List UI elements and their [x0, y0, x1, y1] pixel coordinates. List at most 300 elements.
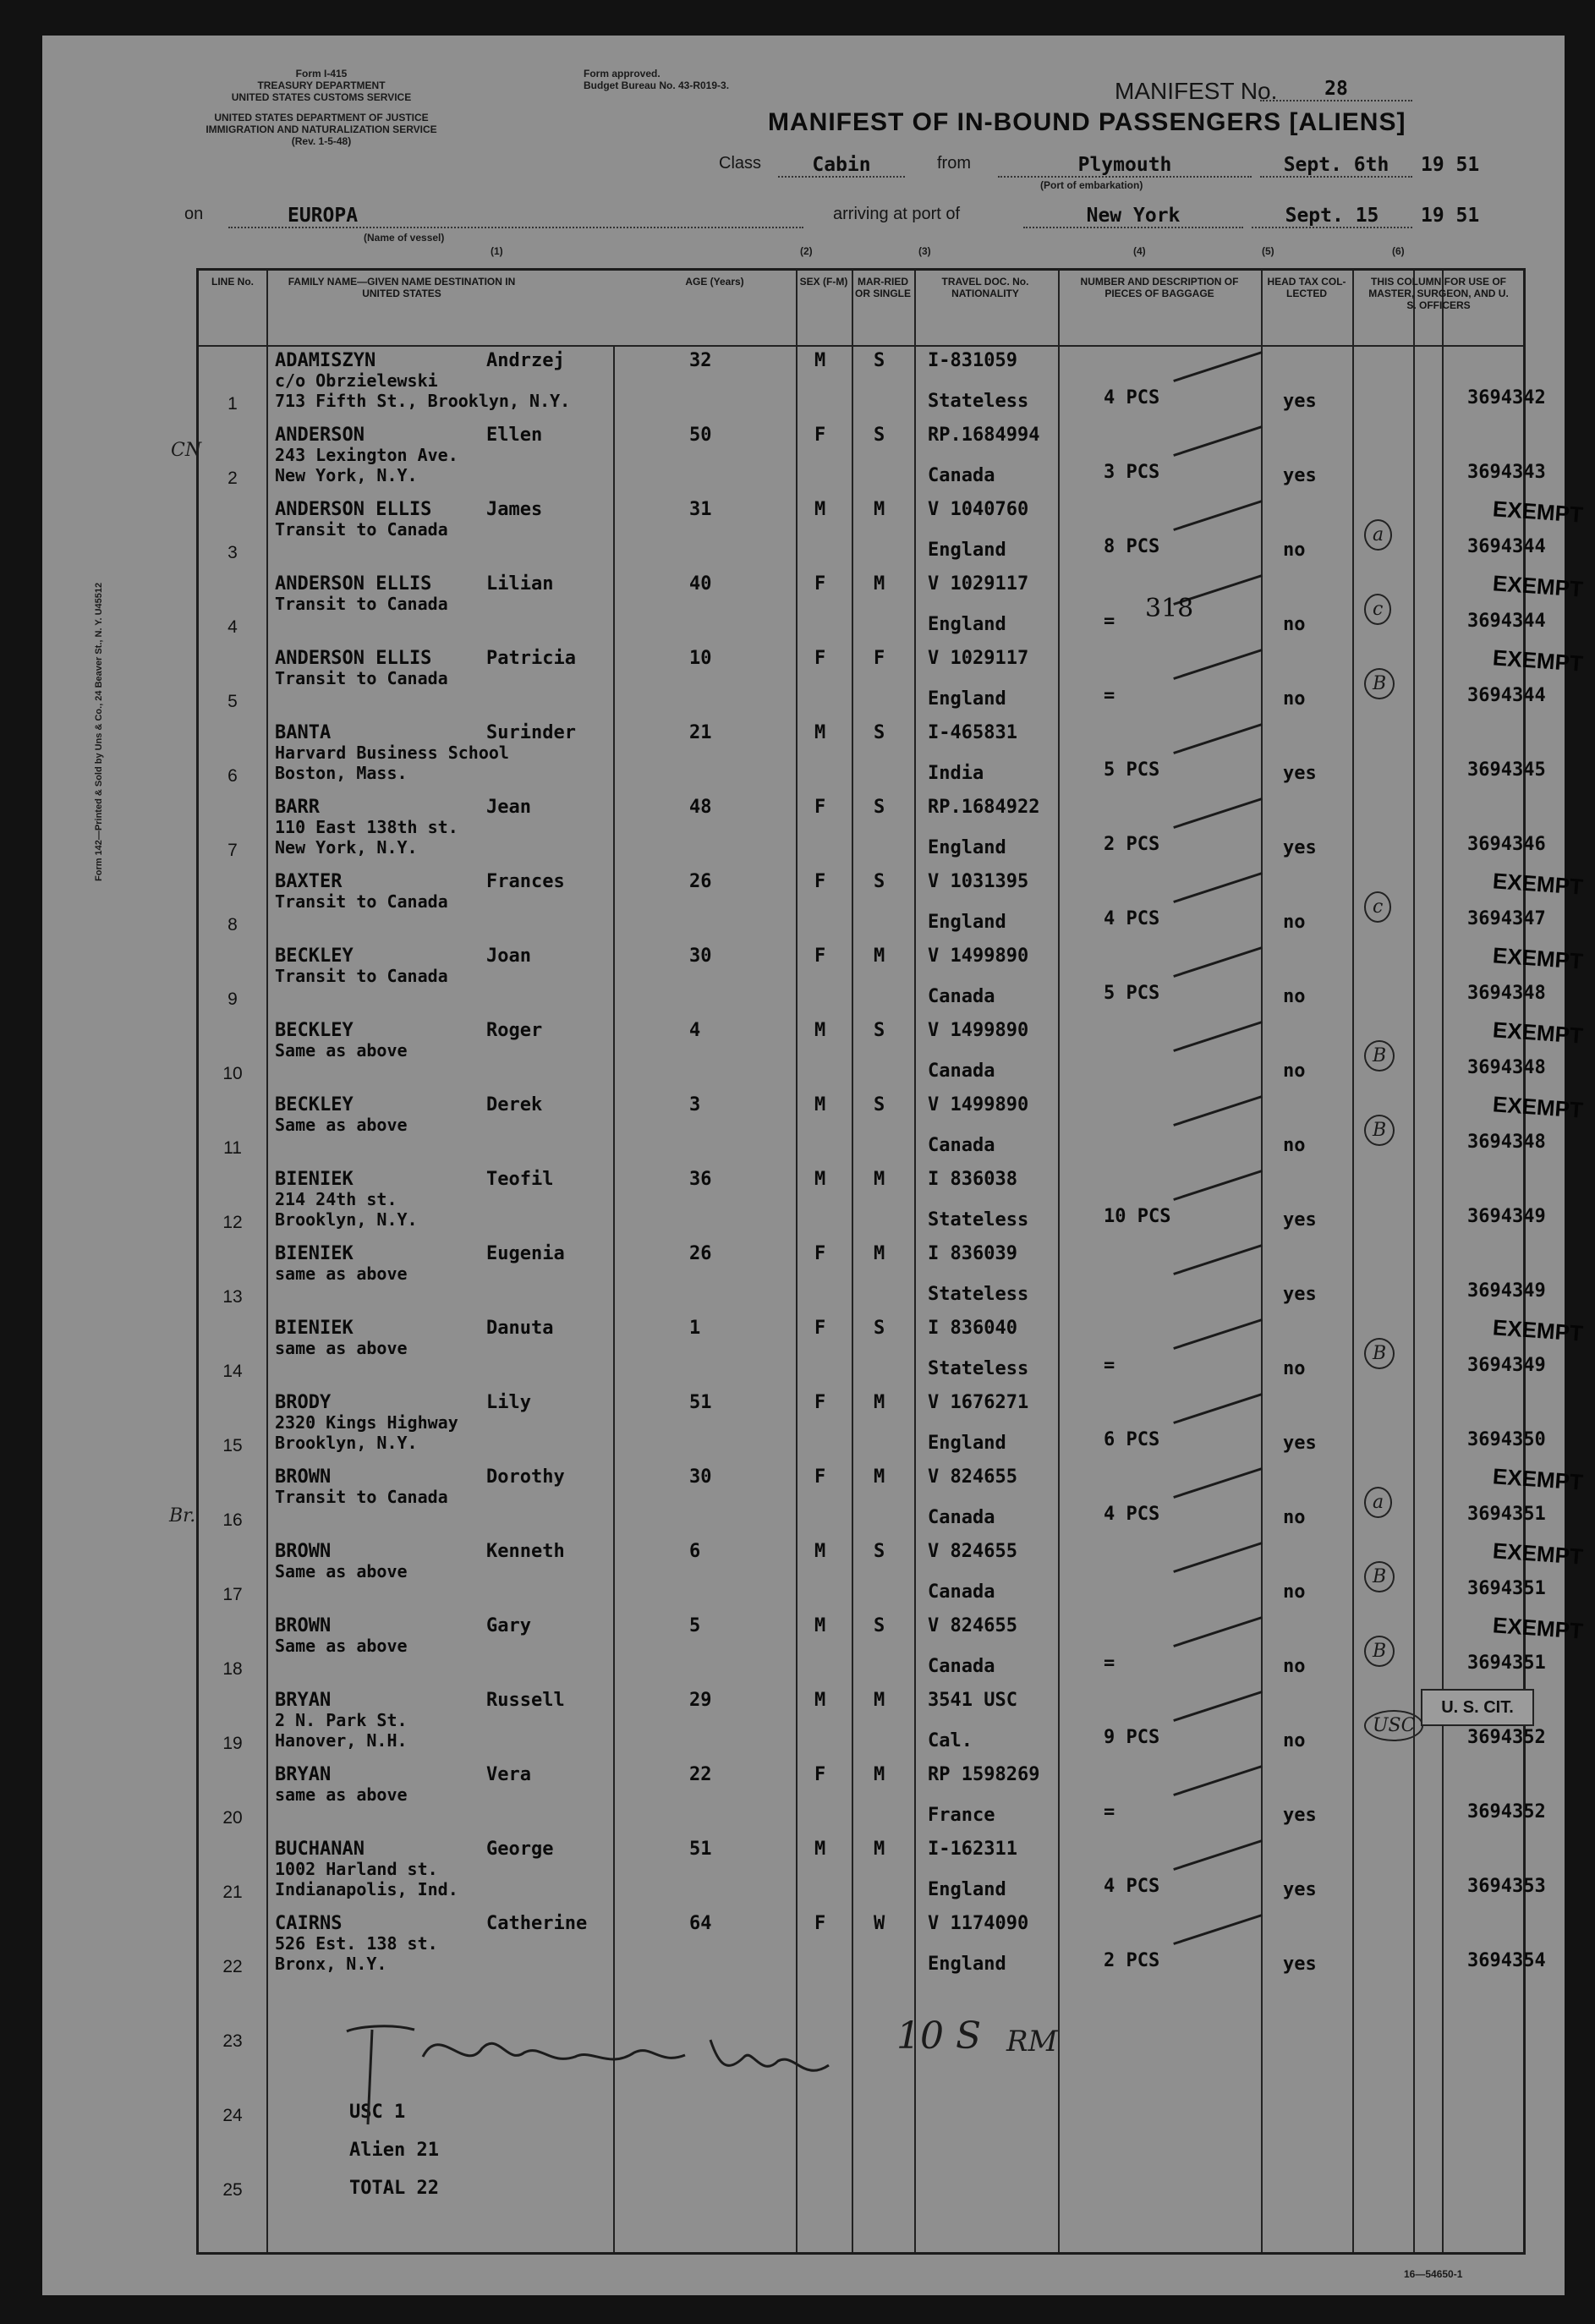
- marital-status: M: [874, 1690, 885, 1711]
- sex: M: [814, 1541, 826, 1562]
- passenger-table: [196, 268, 1584, 2255]
- officer-number: 3694347: [1467, 908, 1546, 929]
- col-num-2: (2): [800, 245, 813, 257]
- marital-status: S: [874, 871, 885, 892]
- given-name: Andrzej: [486, 350, 565, 371]
- marital-status: W: [874, 1913, 885, 1934]
- marital-status: S: [874, 1541, 885, 1562]
- destination-line-1: same as above: [275, 1263, 408, 1284]
- age: 29: [689, 1690, 712, 1711]
- travel-doc: V 1029117: [928, 573, 1029, 595]
- header-line: LINE No.: [211, 276, 254, 288]
- destination-line-1: same as above: [275, 1338, 408, 1358]
- given-name: Patricia: [486, 648, 576, 669]
- marital-status: S: [874, 797, 885, 818]
- age: 50: [689, 425, 712, 446]
- baggage: 2 PCS: [1104, 834, 1160, 855]
- table-row: [199, 1759, 1546, 1833]
- given-name: Eugenia: [486, 1243, 565, 1264]
- check-slash: [1173, 723, 1263, 754]
- head-tax: yes: [1283, 1805, 1317, 1826]
- sex: F: [814, 573, 826, 595]
- travel-doc: V 824655: [928, 1541, 1017, 1562]
- baggage: 9 PCS: [1104, 1727, 1160, 1748]
- travel-doc: 3541 USC: [928, 1690, 1017, 1711]
- age: 31: [689, 499, 712, 520]
- line-number: 25: [222, 2180, 243, 2200]
- given-name: George: [486, 1839, 554, 1860]
- family-name: BROWN: [275, 1541, 332, 1562]
- destination-line-1: Same as above: [275, 1040, 408, 1061]
- destination-line-1: Transit to Canada: [275, 966, 448, 986]
- header-married: MAR-RIED OR SINGLE: [854, 276, 911, 299]
- given-name: Lilian: [486, 573, 554, 595]
- exempt-stamp: EXEMPT: [1492, 1537, 1584, 1570]
- family-name: BANTA: [275, 722, 332, 743]
- baggage: =: [1104, 611, 1115, 632]
- given-name: Ellen: [486, 425, 543, 446]
- sex: M: [814, 722, 826, 743]
- given-name: Surinder: [486, 722, 576, 743]
- line-number: 2: [227, 469, 238, 488]
- table-row: [199, 1164, 1546, 1238]
- family-name: BARR: [275, 797, 320, 818]
- total-all: TOTAL 22: [349, 2178, 439, 2199]
- line-number: 17: [222, 1585, 243, 1604]
- given-name: Catherine: [486, 1913, 588, 1934]
- destination-line-1: 243 Lexington Ave.: [275, 445, 458, 465]
- marital-status: M: [874, 1764, 885, 1785]
- officer-circled-mark: B: [1364, 1561, 1395, 1592]
- destination-line-1: 214 24th st.: [275, 1189, 397, 1209]
- check-slash: [1173, 1244, 1263, 1275]
- line-number: 24: [222, 2106, 243, 2125]
- form-approved: [584, 68, 729, 91]
- baggage: =: [1104, 685, 1115, 706]
- nationality: France: [928, 1805, 995, 1826]
- destination-line-2: Bronx, N.Y.: [275, 1954, 387, 1974]
- table-row: [199, 643, 1584, 717]
- officer-circled-mark: a: [1364, 1487, 1392, 1518]
- baggage: 4 PCS: [1104, 1504, 1160, 1525]
- nationality: England: [928, 540, 1006, 561]
- nationality: Stateless: [928, 1209, 1029, 1231]
- travel-doc: I 836039: [928, 1243, 1017, 1264]
- exempt-stamp: EXEMPT: [1492, 868, 1584, 900]
- footer-code: 16—54650-1: [1404, 2268, 1463, 2280]
- manifest-sheet: [42, 36, 1584, 2295]
- table-row: [199, 1387, 1546, 1461]
- nationality: England: [928, 1954, 1006, 1975]
- officer-circled-mark: B: [1364, 1338, 1395, 1369]
- officer-number: 3694346: [1467, 834, 1546, 855]
- destination-line-2: Brooklyn, N.Y.: [275, 1433, 418, 1453]
- approved-label: Form approved.: [584, 68, 660, 79]
- given-name: Joan: [486, 945, 531, 967]
- vessel-name: EUROPA: [228, 205, 803, 228]
- marital-status: S: [874, 350, 885, 371]
- marital-status: M: [874, 499, 885, 520]
- departure-date: Sept. 6th: [1260, 154, 1412, 178]
- check-slash: [1173, 1318, 1263, 1350]
- age: 30: [689, 945, 712, 967]
- table-row: [199, 494, 1584, 568]
- col-num-3: (3): [918, 245, 931, 257]
- travel-doc: I-162311: [928, 1839, 1017, 1860]
- travel-doc: V 824655: [928, 1466, 1017, 1488]
- col-num-4: (4): [1133, 245, 1146, 257]
- check-slash: [1173, 872, 1263, 903]
- nationality: Stateless: [928, 1284, 1029, 1305]
- age: 21: [689, 722, 712, 743]
- nationality: Canada: [928, 465, 995, 486]
- sex: F: [814, 945, 826, 967]
- marital-status: M: [874, 945, 885, 967]
- line-number: 13: [222, 1287, 243, 1307]
- officer-number: 3694352: [1467, 1801, 1546, 1822]
- marital-status: M: [874, 1243, 885, 1264]
- exempt-stamp: EXEMPT: [1492, 1091, 1584, 1123]
- age: 1: [689, 1318, 701, 1339]
- sex: F: [814, 1913, 826, 1934]
- destination-line-2: Hanover, N.H.: [275, 1730, 408, 1751]
- table-row: [199, 345, 1546, 419]
- sex: M: [814, 1169, 826, 1190]
- manifest-no-label: MANIFEST No.: [1115, 78, 1278, 104]
- officer-circled-mark: USC: [1364, 1710, 1423, 1741]
- travel-doc: RP.1684922: [928, 797, 1040, 818]
- baggage: 5 PCS: [1104, 759, 1160, 781]
- baggage: 4 PCS: [1104, 1876, 1160, 1897]
- given-name: Vera: [486, 1764, 531, 1785]
- officer-number: 3694343: [1467, 462, 1546, 483]
- baggage: =: [1104, 1801, 1115, 1822]
- marital-status: M: [874, 1466, 885, 1488]
- family-name: BECKLEY: [275, 1020, 354, 1041]
- head-tax: no: [1283, 1061, 1306, 1082]
- nationality: England: [928, 1879, 1006, 1900]
- arrival-date: Sept. 15: [1252, 205, 1412, 228]
- age: 40: [689, 573, 712, 595]
- check-slash: [1173, 1467, 1263, 1499]
- sex: F: [814, 1318, 826, 1339]
- nationality: Cal.: [928, 1730, 973, 1751]
- line-number: 5: [227, 692, 238, 711]
- head-tax: no: [1283, 1135, 1306, 1156]
- baggage: =: [1104, 1355, 1115, 1376]
- header-baggage: NUMBER AND DESCRIPTION OF PIECES OF BAGGAGE: [1080, 276, 1239, 299]
- officer-number: 3694349: [1467, 1355, 1546, 1376]
- officer-number: 3694351: [1467, 1504, 1546, 1525]
- officer-number: 3694344: [1467, 685, 1546, 706]
- baggage: 4 PCS: [1104, 908, 1160, 929]
- family-name: BIENIEK: [275, 1318, 354, 1339]
- head-tax: no: [1283, 1581, 1306, 1603]
- given-name: Gary: [486, 1615, 531, 1636]
- nationality: Canada: [928, 1656, 995, 1677]
- destination-line-1: Harvard Business School: [275, 743, 509, 763]
- given-name: Russell: [486, 1690, 565, 1711]
- age: 10: [689, 648, 712, 669]
- marital-status: M: [874, 1839, 885, 1860]
- treasury-dept: TREASURY DEPARTMENT: [257, 79, 386, 91]
- officer-number: 3694351: [1467, 1653, 1546, 1674]
- officer-number: 3694352: [1467, 1727, 1546, 1748]
- sex: F: [814, 1764, 826, 1785]
- check-slash: [1173, 946, 1263, 978]
- nationality: Canada: [928, 1135, 995, 1156]
- age: 48: [689, 797, 712, 818]
- nationality: England: [928, 1433, 1006, 1454]
- family-name: BRODY: [275, 1392, 332, 1413]
- sex: M: [814, 1839, 826, 1860]
- manifest-title: MANIFEST OF IN-BOUND PASSENGERS [ALIENS]: [768, 108, 1406, 136]
- destination-line-1: same as above: [275, 1784, 408, 1805]
- inspector-signature: [321, 2006, 871, 2133]
- class-value: Cabin: [778, 154, 905, 178]
- check-slash: [1173, 649, 1263, 680]
- check-slash: [1173, 1095, 1263, 1126]
- header-name: FAMILY NAME—GIVEN NAME DESTINATION IN UNITED STATES: [288, 276, 516, 299]
- head-tax: yes: [1283, 1433, 1317, 1454]
- destination-line-2: 713 Fifth St., Brooklyn, N.Y.: [275, 391, 571, 411]
- marital-status: S: [874, 425, 885, 446]
- age: 36: [689, 1169, 712, 1190]
- header-tax: HEAD TAX COL-LECTED: [1267, 276, 1346, 299]
- marital-status: M: [874, 1169, 885, 1190]
- nationality: Canada: [928, 1061, 995, 1082]
- officer-circled-mark: c: [1364, 594, 1391, 625]
- exempt-stamp: EXEMPT: [1492, 1463, 1584, 1495]
- nationality: England: [928, 837, 1006, 858]
- table-row: [199, 940, 1584, 1015]
- family-name: ANDERSON: [275, 425, 364, 446]
- arriving-label: arriving at port of: [833, 205, 961, 223]
- head-tax: no: [1283, 1507, 1306, 1528]
- table-row: [199, 1238, 1546, 1313]
- check-slash: [1173, 500, 1263, 531]
- baggage: 6 PCS: [1104, 1429, 1160, 1450]
- table-row: [199, 792, 1546, 866]
- class-label: Class: [719, 154, 762, 173]
- marital-status: S: [874, 1615, 885, 1636]
- officer-number: 3694344: [1467, 611, 1546, 632]
- check-slash: [1173, 1616, 1263, 1647]
- age: 4: [689, 1020, 701, 1041]
- age: 22: [689, 1764, 712, 1785]
- destination-line-1: Same as above: [275, 1636, 408, 1656]
- travel-doc: V 1499890: [928, 945, 1029, 967]
- travel-doc: I 836038: [928, 1169, 1017, 1190]
- destination-line-2: New York, N.Y.: [275, 837, 418, 858]
- destination-line-1: Transit to Canada: [275, 668, 448, 688]
- travel-doc: V 1499890: [928, 1094, 1029, 1115]
- table-row: [199, 1313, 1584, 1387]
- line-number: 21: [222, 1883, 243, 1902]
- destination-line-1: Same as above: [275, 1561, 408, 1581]
- line-number: 7: [227, 841, 238, 860]
- check-slash: [1173, 1765, 1263, 1796]
- destination-line-1: Same as above: [275, 1115, 408, 1135]
- stamp-318: 318: [1145, 594, 1194, 623]
- baggage: 10 PCS: [1104, 1206, 1171, 1227]
- line-number: 23: [222, 2031, 243, 2051]
- header-sex: SEX (F-M): [799, 276, 848, 288]
- nationality: Stateless: [928, 1358, 1029, 1379]
- exempt-stamp: EXEMPT: [1492, 1017, 1584, 1049]
- sex: F: [814, 648, 826, 669]
- handwritten-10s: 10 S: [896, 2014, 982, 2058]
- family-name: CAIRNS: [275, 1913, 343, 1934]
- col-num-1: (1): [491, 245, 503, 257]
- line-number: 14: [222, 1362, 243, 1381]
- officer-number: 3694342: [1467, 387, 1546, 408]
- check-slash: [1173, 425, 1263, 457]
- age: 51: [689, 1392, 712, 1413]
- sex: M: [814, 1690, 826, 1711]
- destination-line-1: 110 East 138th st.: [275, 817, 458, 837]
- travel-doc: V 1029117: [928, 648, 1029, 669]
- destination-line-1: 2320 Kings Highway: [275, 1412, 458, 1433]
- manifest-number: 28: [1260, 78, 1412, 101]
- head-tax: no: [1283, 986, 1306, 1007]
- nationality: England: [928, 688, 1006, 710]
- head-tax: yes: [1283, 1879, 1317, 1900]
- marital-status: S: [874, 1318, 885, 1339]
- line-number: 4: [227, 617, 238, 637]
- side-printer-note: Form 142—Printed & Sold by Uns & Co., 24 Beaver St., N. Y. U45512: [94, 582, 104, 881]
- sex: F: [814, 871, 826, 892]
- table-row: [199, 1908, 1546, 1982]
- table-header: [199, 271, 1523, 347]
- table-row: [199, 1685, 1546, 1759]
- given-name: Kenneth: [486, 1541, 565, 1562]
- table-row: [199, 1461, 1584, 1536]
- head-tax: yes: [1283, 1209, 1317, 1231]
- header-age: AGE (Years): [685, 276, 744, 288]
- exempt-stamp: EXEMPT: [1492, 1612, 1584, 1644]
- nationality: Stateless: [928, 391, 1029, 412]
- officer-number: 3694354: [1467, 1950, 1546, 1971]
- line-number: 1: [227, 394, 238, 414]
- officer-number: 3694348: [1467, 983, 1546, 1004]
- officer-number: 3694351: [1467, 1578, 1546, 1599]
- check-slash: [1173, 1914, 1263, 1945]
- nationality: Canada: [928, 1507, 995, 1528]
- family-name: BAXTER: [275, 871, 343, 892]
- sex: M: [814, 1020, 826, 1041]
- age: 64: [689, 1913, 712, 1934]
- age: 30: [689, 1466, 712, 1488]
- travel-doc: I-831059: [928, 350, 1017, 371]
- nationality: Canada: [928, 1581, 995, 1603]
- given-name: Teofil: [486, 1169, 554, 1190]
- line-number: 15: [222, 1436, 243, 1455]
- budget-label: Budget Bureau No. 43-R019-3.: [584, 79, 730, 91]
- given-name: James: [486, 499, 543, 520]
- age: 5: [689, 1615, 701, 1636]
- departure-year: 19 51: [1421, 154, 1480, 176]
- sex: F: [814, 797, 826, 818]
- officer-circled-mark: B: [1364, 1115, 1395, 1146]
- exempt-stamp: EXEMPT: [1492, 644, 1584, 677]
- sex: M: [814, 499, 826, 520]
- sex: M: [814, 350, 826, 371]
- ins-label: IMMIGRATION AND NATURALIZATION SERVICE: [206, 123, 437, 135]
- line-number: 11: [223, 1138, 242, 1158]
- travel-doc: V 1676271: [928, 1392, 1029, 1413]
- family-name: ANDERSON ELLIS: [275, 499, 432, 520]
- on-label: on: [184, 205, 204, 223]
- head-tax: yes: [1283, 763, 1317, 784]
- travel-doc: RP.1684994: [928, 425, 1040, 446]
- given-name: Frances: [486, 871, 565, 892]
- officer-circled-mark: B: [1364, 1040, 1395, 1072]
- given-name: Dorothy: [486, 1466, 565, 1488]
- age: 3: [689, 1094, 701, 1115]
- revision: (Rev. 1-5-48): [291, 135, 352, 147]
- destination-line-1: 1002 Harland st.: [275, 1859, 438, 1879]
- marital-status: S: [874, 1094, 885, 1115]
- total-alien: Alien 21: [349, 2140, 439, 2161]
- table-row: [199, 1610, 1584, 1685]
- officer-number: 3694353: [1467, 1876, 1546, 1897]
- check-slash: [1173, 798, 1263, 829]
- travel-doc: V 1031395: [928, 871, 1029, 892]
- family-name: ADAMISZYN: [275, 350, 376, 371]
- nationality: India: [928, 763, 984, 784]
- officer-circled-mark: B: [1364, 668, 1395, 699]
- travel-doc: I-465831: [928, 722, 1017, 743]
- marital-status: S: [874, 1020, 885, 1041]
- destination-line-2: New York, N.Y.: [275, 465, 418, 485]
- baggage: 3 PCS: [1104, 462, 1160, 483]
- head-tax: yes: [1283, 1284, 1317, 1305]
- exempt-stamp: EXEMPT: [1492, 1314, 1584, 1346]
- sex: M: [814, 1615, 826, 1636]
- sex: M: [814, 1094, 826, 1115]
- vessel-caption: (Name of vessel): [364, 232, 445, 244]
- head-tax: yes: [1283, 1954, 1317, 1975]
- age: 26: [689, 1243, 712, 1264]
- form-header-left: [186, 68, 457, 147]
- officer-number: 3694348: [1467, 1057, 1546, 1078]
- given-name: Roger: [486, 1020, 543, 1041]
- destination-line-1: c/o Obrzielewski: [275, 370, 438, 391]
- check-slash: [1173, 1393, 1263, 1424]
- family-name: BRYAN: [275, 1764, 332, 1785]
- table-row: [199, 419, 1546, 494]
- from-label: from: [937, 154, 971, 173]
- nationality: Canada: [928, 986, 995, 1007]
- check-slash: [1173, 1542, 1263, 1573]
- head-tax: yes: [1283, 465, 1317, 486]
- line-number: 20: [222, 1808, 243, 1828]
- line-number: 6: [227, 766, 238, 786]
- line-number: 19: [222, 1734, 243, 1753]
- family-name: ANDERSON ELLIS: [275, 648, 432, 669]
- nationality: England: [928, 912, 1006, 933]
- officer-number: 3694349: [1467, 1206, 1546, 1227]
- officer-number: 3694345: [1467, 759, 1546, 781]
- check-slash: [1173, 1691, 1263, 1722]
- head-tax: no: [1283, 912, 1306, 933]
- marital-status: M: [874, 573, 885, 595]
- table-row: [199, 568, 1584, 643]
- line-number: 22: [222, 1957, 243, 1976]
- line-number: 16: [222, 1510, 243, 1530]
- exempt-stamp: EXEMPT: [1492, 942, 1584, 974]
